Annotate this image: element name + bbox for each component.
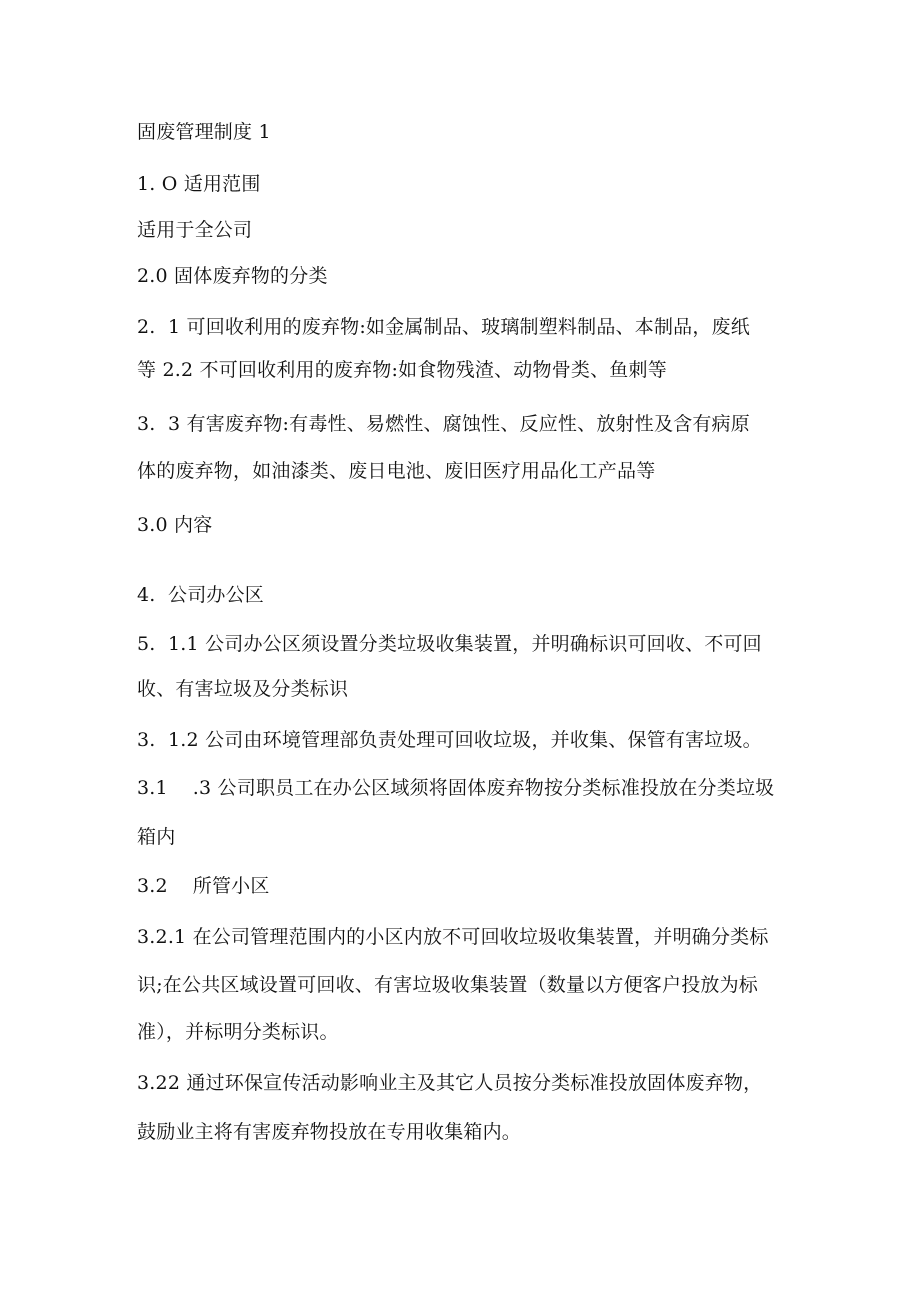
document-title: 固废管理制度 1 bbox=[137, 121, 271, 143]
paragraph-line: 收、有害垃圾及分类标识 bbox=[137, 678, 349, 700]
paragraph-line: 等 2.2 不可回收利用的废弃物:如食物残渣、动物骨类、鱼刺等 bbox=[137, 359, 667, 381]
section-heading: 3.0 内容 bbox=[137, 514, 213, 536]
paragraph-line: 识;在公共区域设置可回收、有害垃圾收集装置（数量以方便客户投放为标 bbox=[137, 974, 759, 996]
paragraph-line: 2. 1 可回收利用的废弃物:如金属制品、玻璃制塑料制品、本制品，废纸 bbox=[137, 316, 750, 338]
paragraph-line: 箱内 bbox=[137, 826, 176, 848]
paragraph-line: 3. 1.2 公司由环境管理部负责处理可回收垃圾，并收集、保管有害垃圾。 bbox=[137, 729, 762, 751]
paragraph-line: 3.22 通过环保宣传活动影响业主及其它人员按分类标准投放固体废弃物， bbox=[137, 1072, 763, 1094]
subsection-heading: 4. 公司办公区 bbox=[137, 584, 265, 606]
paragraph-line: 适用于全公司 bbox=[137, 219, 253, 241]
section-heading: 2.0 固体废弃物的分类 bbox=[137, 265, 328, 287]
paragraph-line: 3. 3 有害废弃物:有毒性、易燃性、腐蚀性、反应性、放射性及含有病原 bbox=[137, 413, 750, 435]
paragraph-line: 体的废弃物，如油漆类、废日电池、废旧医疗用品化工产品等 bbox=[137, 460, 656, 482]
section-heading: 1. O 适用范围 bbox=[137, 173, 261, 195]
paragraph-line: 3.2.1 在公司管理范围内的小区内放不可回收垃圾收集装置，并明确分类标 bbox=[137, 926, 769, 948]
paragraph-line: 准），并标明分类标识。 bbox=[137, 1021, 339, 1043]
paragraph-line: 3.1 .3 公司职员工在办公区域须将固体废弃物按分类标准投放在分类垃圾 bbox=[137, 777, 775, 799]
subsection-heading: 3.2 所管小区 bbox=[137, 875, 270, 897]
paragraph-line: 5. 1.1 公司办公区须设置分类垃圾收集装置，并明确标识可回收、不可回 bbox=[137, 633, 762, 655]
paragraph-line: 鼓励业主将有害废弃物投放在专用收集箱内。 bbox=[137, 1121, 522, 1143]
